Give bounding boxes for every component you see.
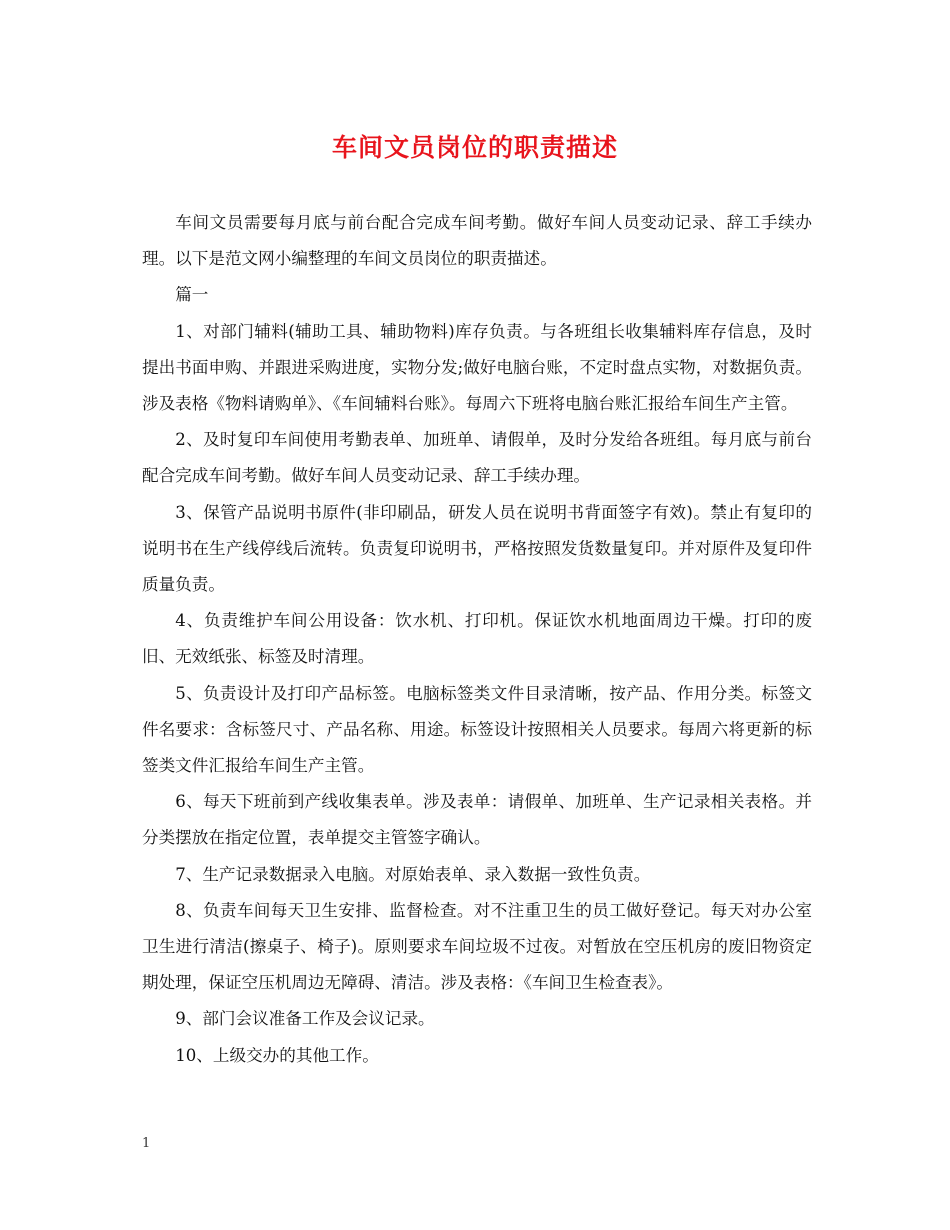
duty-item-8: 8、负责车间每天卫生安排、监督检查。对不注重卫生的员工做好登记。每天对办公室卫生进行清洁(擦桌子、椅子)。原则要求车间垃圾不过夜。对暂放在空压机房的废旧物资定期处理，保证空压机周边无障碍、清洁。涉及表格：《车间卫生检查表》。 <box>142 900 812 993</box>
page-number: 1 <box>142 1136 151 1151</box>
intro-paragraph: 车间文员需要每月底与前台配合完成车间考勤。做好车间人员变动记录、辞工手续办理。以下是范文网小编整理的车间文员岗位的职责描述。 <box>142 213 812 269</box>
duty-item-9: 9、部门会议准备工作及会议记录。 <box>175 1009 435 1029</box>
duty-item-10: 10、上级交办的其他工作。 <box>175 1045 379 1065</box>
duty-item-4: 4、负责维护车间公用设备：饮水机、打印机。保证饮水机地面周边干燥。打印的废旧、无效纸张、标签及时清理。 <box>142 611 812 667</box>
duty-item-5: 5、负责设计及打印产品标签。电脑标签类文件目录清晰，按产品、作用分类。标签文件名要求：含标签尺寸、产品名称、用途。标签设计按照相关人员要求。每周六将更新的标签类文件汇报给车间生产主管。 <box>142 683 812 776</box>
duty-item-7: 7、生产记录数据录入电脑。对原始表单、录入数据一致性负责。 <box>175 864 651 884</box>
duty-item-3: 3、保管产品说明书原件(非印刷品，研发人员在说明书背面签字有效)。禁止有复印的说明书在生产线停线后流转。负责复印说明书，严格按照发货数量复印。并对原件及复印件质量负责。 <box>142 502 812 595</box>
document-title: 车间文员岗位的职责描述 <box>331 133 618 162</box>
document-body <box>142 205 812 1074</box>
duty-item-1: 1、对部门辅料(辅助工具、辅助物料)库存负责。与各班组长收集辅料库存信息，及时提出书面申购、并跟进采购进度，实物分发;做好电脑台账，不定时盘点实物，对数据负责。涉及表格《物料请购单》、《车间辅料台账》。每周六下班将电脑台账汇报给车间生产主管。 <box>142 321 812 414</box>
duty-item-6: 6、每天下班前到产线收集表单。涉及表单：请假单、加班单、生产记录相关表格。并分类摆放在指定位置，表单提交主管签字确认。 <box>142 792 812 848</box>
section-heading: 篇一 <box>175 285 209 305</box>
duty-item-2: 2、及时复印车间使用考勤表单、加班单、请假单，及时分发给各班组。每月底与前台配合完成车间考勤。做好车间人员变动记录、辞工手续办理。 <box>142 430 812 486</box>
